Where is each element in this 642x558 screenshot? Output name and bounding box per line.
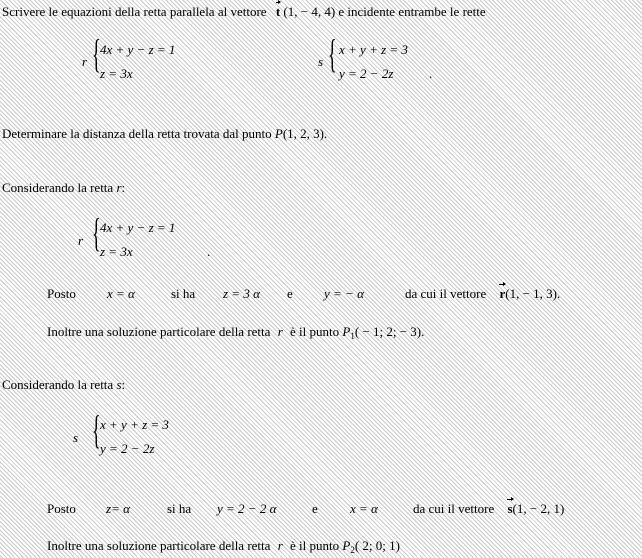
section-r-eq-dot: . <box>207 244 211 259</box>
vector-s-coords: (1, − 2, 1) <box>512 501 565 516</box>
problem-intro-line <box>2 4 486 20</box>
section-s-heading-text: Considerando la retta <box>2 377 114 392</box>
section-r-heading-colon: : <box>121 180 126 195</box>
point-p1-name: P <box>342 324 351 339</box>
point-p-name: P <box>274 126 283 141</box>
line-r-brace: { <box>92 31 101 76</box>
section-s-brace: { <box>92 407 101 452</box>
section-r-da-cui-text: da cui il vettore <box>405 286 487 301</box>
problem-intro-text: Scrivere le equazioni della retta parallela al vettore <box>2 4 267 19</box>
section-r-eq2: z = 3x <box>100 244 133 259</box>
section-r-particular <box>47 324 424 344</box>
line-s-dot: . <box>429 66 433 81</box>
point-p2-sub: 2 <box>350 545 355 555</box>
section-s-da-cui-text: da cui il vettore <box>413 501 495 516</box>
section-r-si-ha: si ha <box>171 286 196 301</box>
section-r-z-eq: z = 3 α <box>223 286 260 301</box>
point-p2-coords: ( 2; 0; 1) <box>354 538 400 553</box>
section-r-da-cui <box>405 286 560 302</box>
line-r-eq1: 4x + y − z = 1 <box>100 42 176 57</box>
section-s-heading <box>2 377 125 393</box>
section-s-eq2: y = 2 − 2z <box>100 441 155 456</box>
section-r-brace: { <box>92 210 101 255</box>
section-s-x-eq: x = α <box>350 501 378 516</box>
vector-t-coords: (1, − 4, 4) <box>283 4 336 19</box>
section-s-y-eq: y = 2 − 2 α <box>217 501 277 516</box>
point-p1-sub: 1 <box>350 331 355 341</box>
section-r-posto-x: x = α <box>107 286 135 301</box>
line-r-eq2: z = 3x <box>100 66 133 81</box>
line-s-eq2: y = 2 − 2z <box>339 66 394 81</box>
section-r-e-label: e <box>287 286 293 301</box>
section-r-heading-var: r <box>116 180 122 195</box>
section-r-posto-label: Posto <box>47 286 76 301</box>
section-r-particular-var: r <box>277 324 283 339</box>
vector-r-coords: (1, − 1, 3). <box>505 286 561 301</box>
section-s-e-label: e <box>312 501 318 516</box>
section-s-posto-label: Posto <box>47 501 76 516</box>
line-s-name: s <box>318 54 324 69</box>
section-r-line-name: r <box>78 233 84 248</box>
section-s-eq1: x + y + z = 3 <box>100 417 169 432</box>
problem-intro-tail: e incidente entrambe le rette <box>338 4 486 19</box>
line-s-eq1: x + y + z = 3 <box>339 42 408 57</box>
vector-s-symbol: s <box>507 501 513 516</box>
distance-question <box>2 126 327 142</box>
section-s-particular-text: Inoltre una soluzione particolare della retta <box>47 538 271 553</box>
section-r-particular-text: Inoltre una soluzione particolare della retta <box>47 324 271 339</box>
distance-text: Determinare la distanza della retta trovata dal punto <box>2 126 272 141</box>
section-s-da-cui <box>413 501 564 517</box>
point-p-coords: (1, 2, 3). <box>282 126 328 141</box>
section-r-heading-text: Considerando la retta <box>2 180 114 195</box>
section-r-eq1: 4x + y − z = 1 <box>100 220 176 235</box>
section-s-heading-var: s <box>116 377 122 392</box>
section-r-y-eq: y = − α <box>324 286 364 301</box>
vector-t-symbol: t <box>275 4 281 19</box>
line-s-brace: { <box>328 31 337 76</box>
point-p1-coords: ( − 1; 2; − 3). <box>354 324 425 339</box>
section-s-particular-var: r <box>277 538 283 553</box>
section-r-heading <box>2 180 125 196</box>
section-s-heading-colon: : <box>121 377 126 392</box>
section-s-si-ha: si ha <box>167 501 192 516</box>
section-s-particular <box>47 538 400 558</box>
section-s-particular-mid: è il punto <box>290 538 340 553</box>
section-s-line-name: s <box>73 430 79 445</box>
point-p2-name: P <box>342 538 351 553</box>
vector-r-symbol: r <box>499 286 506 301</box>
line-r-name: r <box>82 54 88 69</box>
section-s-posto-z: z= α <box>106 501 130 516</box>
section-r-particular-mid: è il punto <box>290 324 340 339</box>
